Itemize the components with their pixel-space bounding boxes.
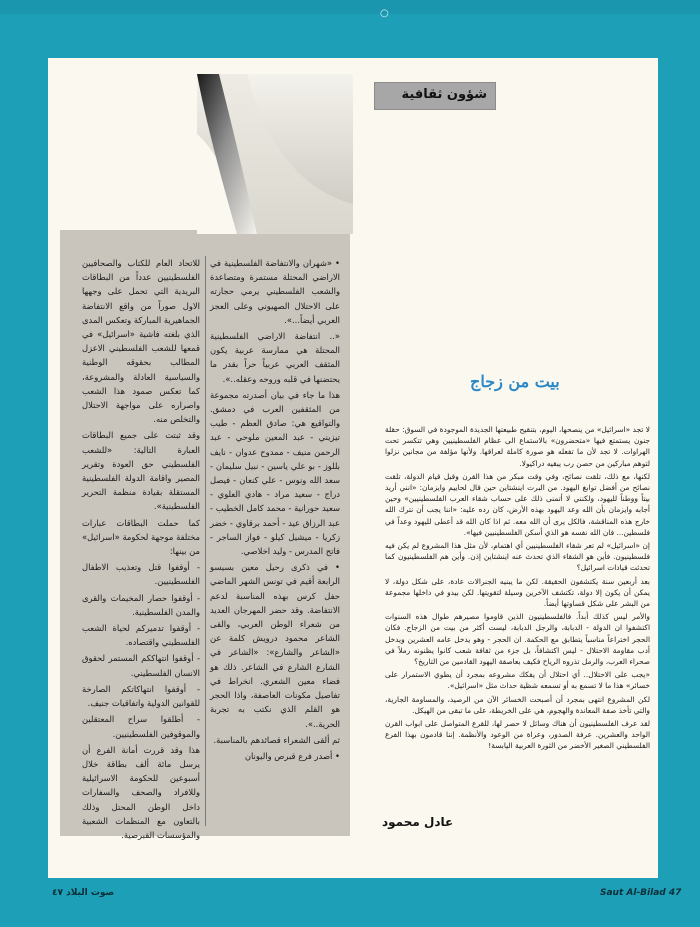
article-paragraph: لكن المشروع انتهى بمجرد أن أصبحت الخسائر الآن من الرصيد، والمساومة الجارية، والتي تأخذ صفة المعاندة والهجوم، هي على الخريطة، على ما تبقى من الهيكل. [385, 694, 650, 715]
column-divider [205, 256, 206, 826]
article-paragraph: لكنها، مع ذلك، تلقت نصائح، وفي وقت مبكر من هذا القرن وقبل قيام الدولة، تلقت نصائح من أفضل توابغ اليهود. من البرت اينشتاين حين قال لحاييم وايزمان: «انني أريد بيتاً ووطناً لليهود، ولكنني لا أتمنى ذلك على حساب شقاء العرب الفلسطينيين» وحين أجابه وايزمان بأن الله وعد اليهود بهذه الأرض، كان رده عليه: «اننا يجب أن نترك الله خارج هذه المناقشة، فالكل يرى أن الله معه. ثم اذا كان الله قد أعطى لليهود وعداً في فلسطين... فان الله نفسه هو الذي أسكن الفلسطينيين فيها». [385, 471, 650, 537]
left-col-paragraph: - أوقفوا حصار المخيمات والقرى والمدن الفلسطينية. [82, 592, 200, 617]
middle-column [210, 256, 340, 765]
footer-latin-folio: Saut Al-Bilad 47 [600, 888, 682, 898]
article-paragraph: بعد أربعين سنة يكتشفون الحقيقة. لكن ما يبنيه الجنرالات عادة، على شكل دولة، لا يمكن أن يكون إلا دولة، تكتشف الآخرين وسيلة لتقويتها. لكن بيدو في داخلها مجموعة من البشر على شكل قساوتها أيضاً. [385, 576, 650, 609]
binding-hole-icon: ○ [380, 8, 389, 19]
middle-col-paragraph: • أصدر فرع قبرص واليونان [244, 750, 340, 761]
middle-col-paragraph: • «شهران والانتفاضة الفلسطينية في الاراضي المحتلة مستمرة ومتصاعدة والشعب الفلسطيني يرمي حجارته على الاحتلال الصهيوني وعلى العجز العربي أيضاً...». [210, 258, 340, 325]
left-col-paragraph: - أوقفوا قتل وتعذيب الاطفال الفلسطينيين. [82, 562, 200, 587]
article-paragraph: والأمر ليس كذلك أبداً. فالفلسطينيون الذين قاوموا مصيرهم طوال هذه السنوات اكتشفوا ان الدولة - الدبابة، والرجل الدبابة، ليست أكثر من بيت من الزجاج. فكان الحجر اختراعاً مناسباً يتطابق مع الحكمة. ان الحجر - وهو يدخل عامه العشرين ويدخل أدب مقاومة الاحتلال - ليس اكتشافاً، بل جزء من ثقافة شعب كانوا يظنونه رملاً في صحراء العرب، والرمل تذروه الرياح فكيف بعاصفة اليهود القادمين من التاريخ؟ [385, 612, 650, 667]
page-curl-graphic [197, 74, 353, 234]
left-col-paragraph: - أطلقوا سراح المعتقلين والموقوفين الفلسطينيين. [82, 714, 200, 739]
section-banner [374, 82, 496, 110]
left-col-paragraph: - أوقفوا انتهاككم المستمر لحقوق الانسان الفلسطيني. [82, 653, 200, 678]
left-col-paragraph: كما حملت البطاقات عبارات مختلفة موجهة لحكومة «اسرائيل» من بينها: [82, 517, 200, 557]
left-col-paragraph: - أوقفوا تدميركم لحياة الشعب الفلسطيني واقتصاده. [82, 623, 200, 648]
section-title: شؤون ثقافية [401, 87, 487, 102]
left-column [82, 256, 200, 844]
frame-top-strip [0, 0, 700, 14]
left-col-paragraph: وقد ثبتت على جميع البطاقات العبارة التالية: «للشعب الفلسطيني حق العودة وتقرير المصير واقامة الدولة الفلسطينية المستقلة بقيادة منظمة التحرير الفلسطينية». [82, 430, 200, 512]
article-title: بيت من زجاج [470, 372, 560, 391]
left-col-paragraph: هذا وقد قررت أمانة الفرع أن يرسل مائة ألف بطاقة خلال أسبوعين للحكومة الاسرائيلية وللافراد والصحف والسفارات داخل الوطن المحتل وذلك بالتعاون مع المنظمات الشعبية والمؤسسات القبرصية. [82, 744, 200, 840]
middle-col-paragraph: • في ذكرى رحيل معين بسيسو الرابعة أقيم في تونس الشهر الماضي حفل كرس بهذه المناسبة لدعم الانتفاضة. وقد حضر المهرجان العديد من شعراء الوطن العربي، والقى الشاعر محمود درويش كلمة عن «الشاعر والشارع»: «الشاعر في الشارع الشارع في الشاعر. ذلك هو فضاء معين الشعري. انخراط في تفاصيل مكونات العاصفة، واذا الحجر هو القلم الذي نكتب به تجربة الحرية..». [210, 562, 340, 729]
middle-col-paragraph: هذا ما جاء في بيان أصدرته مجموعة من المثقفين العرب في دمشق. والتواقيع هي: صادق العظم - طيب تيزيني - عبد المعين ملوحي - عبد الرحمن منيف - ممدوح عدوان - نايف بللوز - بو علي ياسين - نبيل سليمان - سعد الله ونوس - علي كنعان - فيصل دراج - سعيد مراد - هادي العلوي - سعيد حورانية - محمد كامل الخطيب - عبد الرزاق عيد - أحمد برقاوي - خضر زكريا - ميشيل كيلو - فواز الساجر - فاتح المدرس - وليد اخلاصي. [210, 389, 340, 557]
article-paragraph: إن «اسرائيل» لم تعر شقاء الفلسطينيين أي اهتمام، لأن مثل هذا المشروع لم يكن فيه فلسطينيون. فأين هو الشقاء الذي تحدث عنه اينشتاين إذن. وأين هم الفلسطينيون كما تحدثت قيادات اسرائيل؟ [385, 541, 650, 573]
left-col-paragraph: للاتحاد العام للكتاب والصحافيين الفلسطينيين عدداً من البطاقات البريدية التي تحمل على وجهها الاول صوراً من واقع الانتفاضة الجماهيرية المباركة وتعكس المدى الذي بلغته فاشية «اسرائيل» في قمعها للشعب الفلسطيني الاعزل المطالب بحقوقه الوطنية والسياسية العادلة والمشروعة، كما تعكس صمود هذا الشعب واصراره على مواجهة الاحتلال والتخلص منه. [82, 258, 200, 425]
article-paragraph: لقد عرف الفلسطينيون أن هناك وسائل لا حصر لها، للقرع المتواصل على ابواب القرن الواحد والعشرين. عرفة الصدور، وعراة من الوعود والأنظمة. إننا قادمون بهذا الفرع الفلسطيني الصغير الأخضر من الثورة العربية اليابسة! [385, 719, 650, 751]
middle-col-paragraph: ثم ألقى الشعراء قصائدهم بالمناسبة. [213, 734, 340, 745]
article-body [385, 424, 650, 754]
left-col-paragraph: - أوقفوا انتهاكاتكم الصارخة للقوانين الدولية واتفاقيات جنيف. [82, 683, 200, 709]
footer-arabic-folio: صوت البلاد ٤٧ [52, 888, 115, 898]
article-paragraph: لا تجد «اسرائيل» من ينصحها، اليوم، بتنقيح طبيعتها الجديدة الموجودة في السوق: حقلة جنون يستمتع فيها «متحضرون» بالاستماع الى عظام الفلسطينيين وهي تتكسر تحت الهراوات. لا تجد لأن ما تفعله هو صورة كاملة لعراقها. ولأنها مؤلفة من مجانين نزلوا لتوهم مباركين من حصن رب يبقيه دراكيولا. [385, 425, 650, 468]
article-paragraph: «يجب على الاحتلال.. أي احتلال أن يفكك مشروعه بمجرد أن يطوي الاستمرار على خسائر» هذا ما لا تسمع به أو تسمعه شظية حداث مثل «اسرائيل». [385, 670, 650, 691]
article-author: عادل محمود [382, 815, 454, 829]
middle-col-paragraph: «.. انتفاضة الاراضي الفلسطينية المحتلة هي ممارسة عربية يكون المثقف العربي عربياً حراً بقدر ما يحتضنها في قلبه وروحه وعقله..». [210, 331, 340, 384]
